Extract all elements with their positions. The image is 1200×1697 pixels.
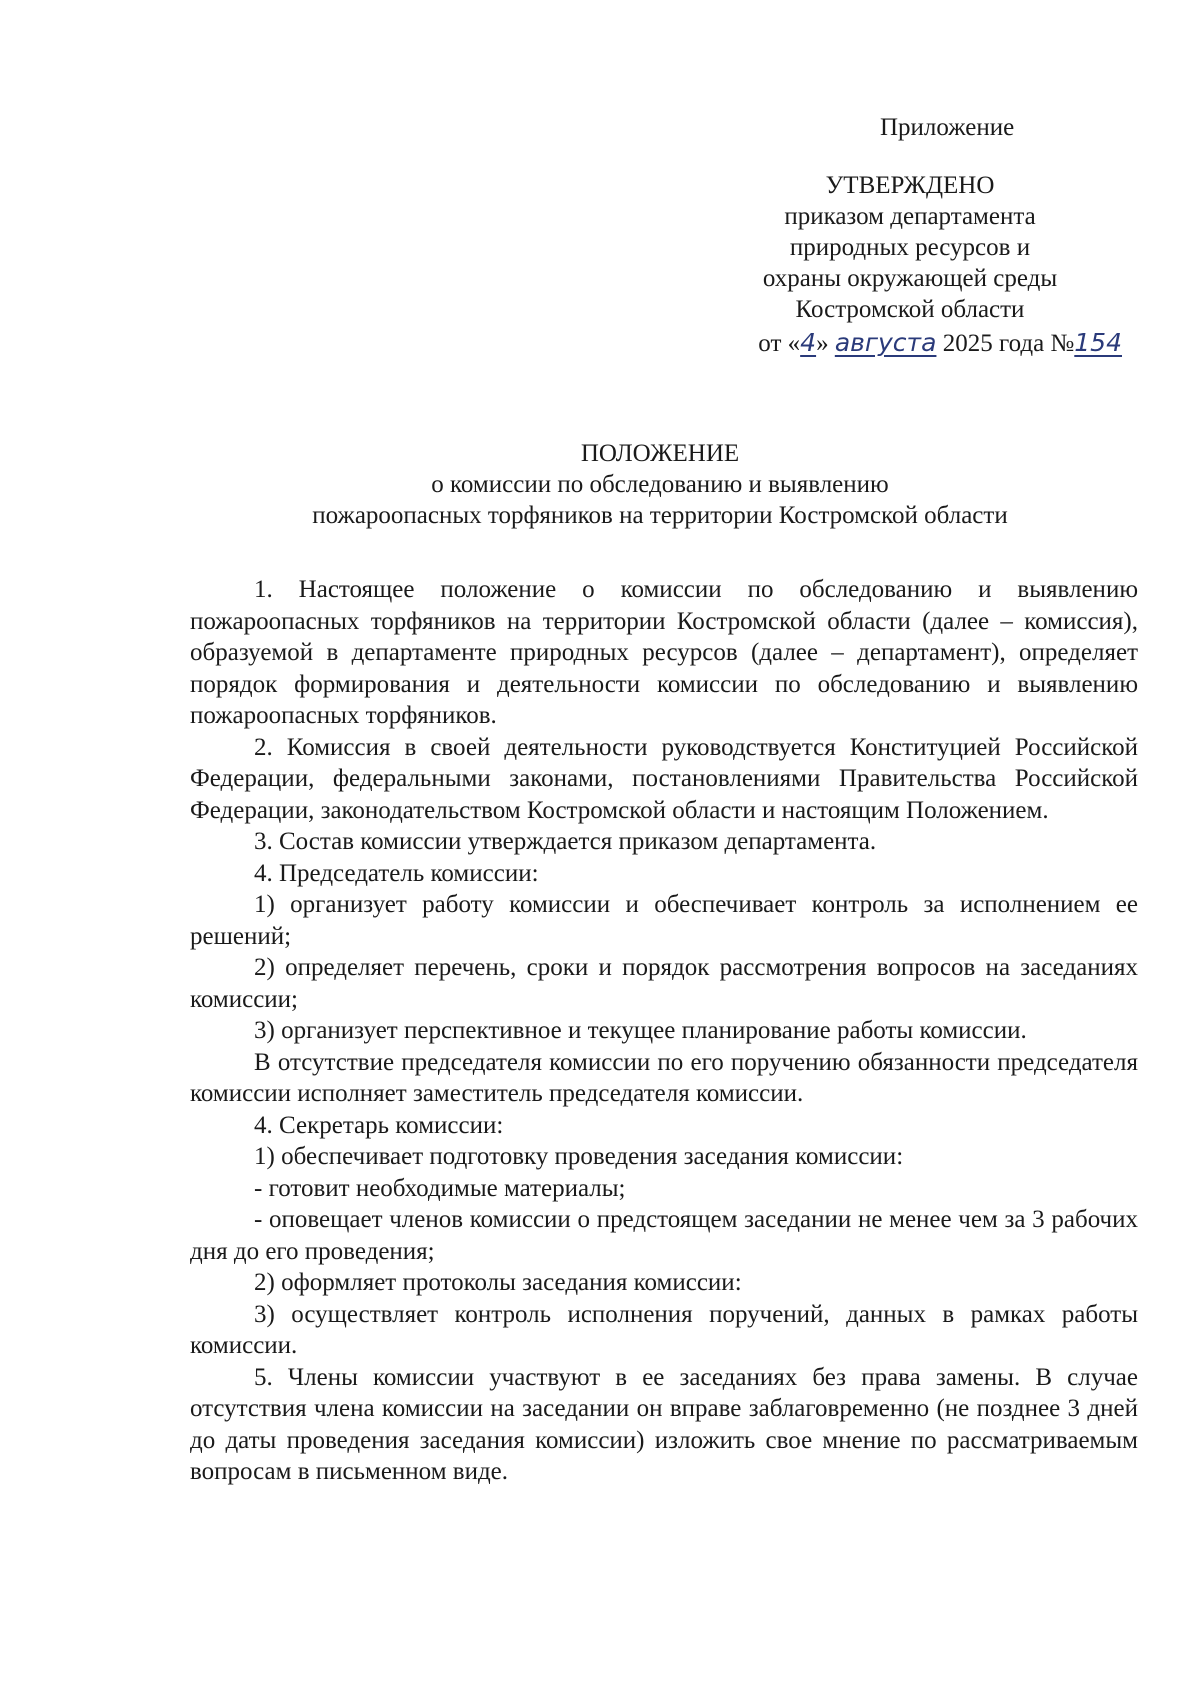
document-body bbox=[190, 574, 1138, 1488]
paragraph: 1. Настоящее положение о комиссии по обследованию и выявлению пожароопасных торфяников на территории Костромской области (далее – комиссия), образуемой в департаменте природных ресурсов (далее – департамент), определяет порядок формирования и деятельности комиссии по обследованию и выявлению пожароопасных торфяников. bbox=[190, 576, 1138, 729]
paragraph: - готовит необходимые материалы; bbox=[254, 1174, 626, 1202]
approved-by-line: природных ресурсов и bbox=[789, 234, 1031, 261]
paragraph: 3) осуществляет контроль исполнения поручений, данных в рамках работы комиссии. bbox=[190, 1300, 1138, 1359]
appendix-label: Приложение bbox=[880, 114, 1015, 141]
paragraph: 1) организует работу комиссии и обеспечивает контроль за исполнением ее решений; bbox=[190, 891, 1138, 950]
handwritten-day: 4 bbox=[800, 328, 817, 357]
paragraph: 3. Состав комиссии утверждается приказом департамента. bbox=[254, 828, 877, 855]
title-subtitle: о комиссии по обследованию и выявлению bbox=[431, 471, 889, 498]
document-title bbox=[180, 438, 1140, 531]
approval-block bbox=[640, 112, 1160, 359]
handwritten-month: августа bbox=[834, 328, 937, 357]
paragraph: 4. Секретарь комиссии: bbox=[254, 1111, 504, 1139]
approved-by-line: Костромской области bbox=[795, 296, 1025, 323]
year-text: 2025 года № bbox=[942, 330, 1075, 357]
paragraph: В отсутствие председателя комиссии по его поручению обязанности председателя комиссии исполняет заместитель председателя комиссии. bbox=[190, 1048, 1138, 1107]
title-heading: ПОЛОЖЕНИЕ bbox=[580, 440, 740, 467]
date-prefix: от « bbox=[758, 330, 801, 357]
approved-by-line: охраны окружающей среды bbox=[762, 265, 1058, 292]
title-subtitle: пожароопасных торфяников на территории Костромской области bbox=[312, 502, 1008, 529]
paragraph: 4. Председатель комиссии: bbox=[254, 859, 539, 887]
paragraph: 2) определяет перечень, сроки и порядок рассмотрения вопросов на заседаниях комиссии; bbox=[190, 954, 1138, 1013]
approved-by-line: приказом департамента bbox=[784, 203, 1036, 230]
order-date-line bbox=[640, 327, 1160, 359]
paragraph: - оповещает членов комиссии о предстоящем заседании не менее чем за 3 рабочих дня до его проведения; bbox=[190, 1206, 1138, 1265]
paragraph: 5. Члены комиссии участвуют в ее заседаниях без права замены. В случае отсутствия члена комиссии на заседании он вправе заблаговременно (не позднее 3 дней до даты проведения заседания комиссии) изложить свое мнение по рассматриваемым вопросам в письменном виде. bbox=[190, 1363, 1138, 1485]
handwritten-number: 154 bbox=[1074, 328, 1122, 357]
approved-label: УТВЕРЖДЕНО bbox=[825, 172, 995, 199]
paragraph: 2. Комиссия в своей деятельности руководствуется Конституцией Российской Федерации, федеральными законами, постановлениями Правительства Российской Федерации, законодательством Костромской области и настоящим Положением. bbox=[190, 733, 1138, 824]
paragraph: 3) организует перспективное и текущее планирование работы комиссии. bbox=[254, 1017, 1027, 1044]
date-mid: » bbox=[816, 330, 829, 357]
paragraph: 2) оформляет протоколы заседания комиссии: bbox=[254, 1269, 742, 1296]
paragraph: 1) обеспечивает подготовку проведения заседания комиссии: bbox=[254, 1143, 904, 1170]
